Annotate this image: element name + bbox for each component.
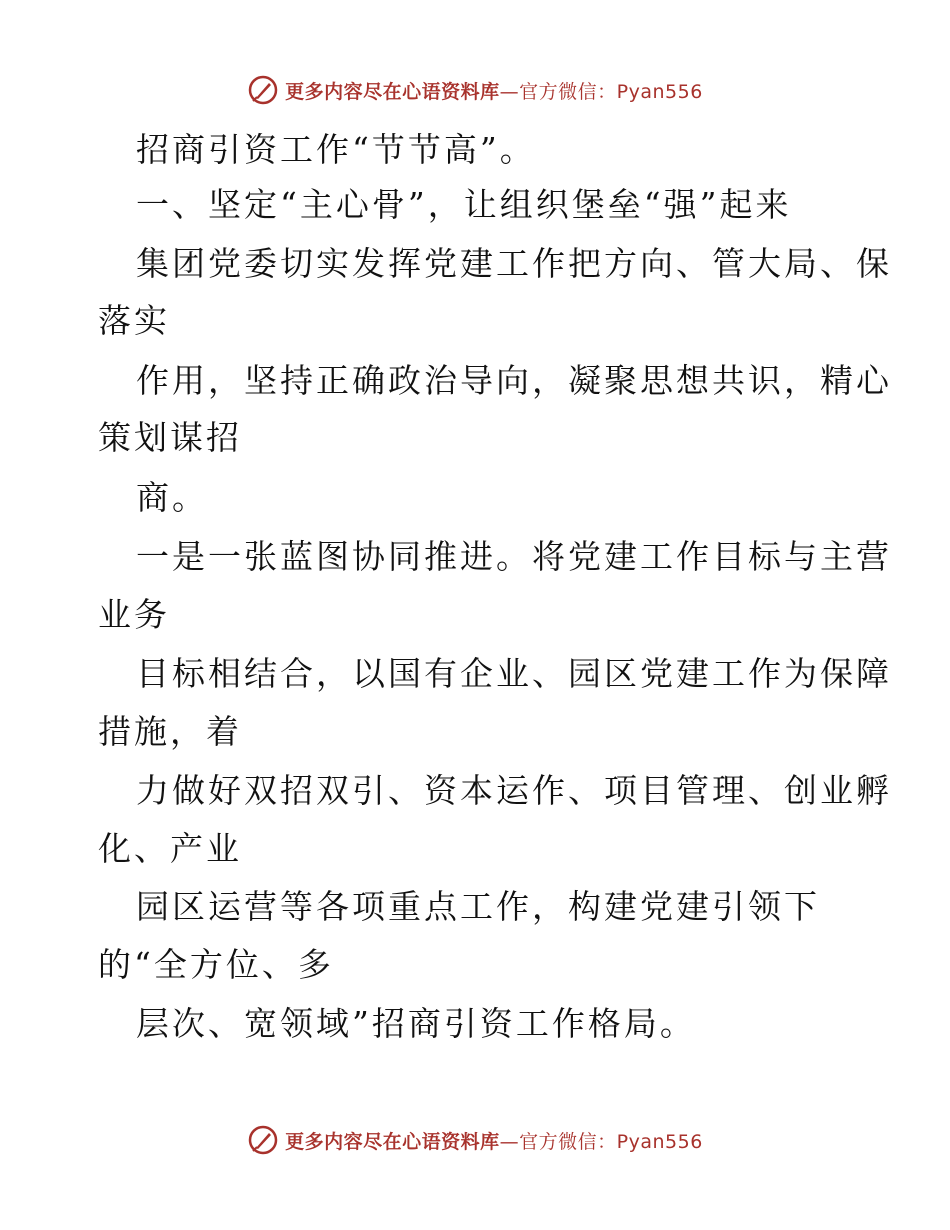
banner-dash: — — [499, 80, 520, 103]
feather-pen-icon — [247, 1124, 279, 1156]
paragraph-line: 的“全方位、多 — [98, 945, 334, 984]
paragraph-line: 一是一张蓝图协同推进。将党建工作目标与主营 — [136, 537, 892, 576]
paragraph-line: 化、产业 — [98, 829, 242, 868]
paragraph-line: 招商引资工作“节节高”。 — [136, 130, 536, 169]
section-heading: 一、坚定“主心骨”，让组织堡垒“强”起来 — [136, 185, 792, 224]
paragraph-line: 商。 — [136, 478, 208, 517]
paragraph-line: 作用，坚持正确政治导向，凝聚思想共识，精心 — [136, 361, 892, 400]
paragraph-line: 策划谋招 — [98, 418, 242, 457]
paragraph-line: 目标相结合，以国有企业、园区党建工作为保障 — [136, 654, 892, 693]
banner-wechat: 官方微信：Pyan556 — [519, 80, 703, 103]
banner-lead: 更多内容尽在心语资料库 — [285, 1130, 500, 1153]
paragraph-line: 落实 — [98, 301, 170, 340]
banner-wechat: 官方微信：Pyan556 — [519, 1130, 703, 1153]
banner-text — [285, 1127, 703, 1154]
paragraph-line: 层次、宽领域”招商引资工作格局。 — [136, 1004, 696, 1043]
paragraph-line: 力做好双招双引、资本运作、项目管理、创业孵 — [136, 771, 892, 810]
paragraph-line: 业务 — [98, 595, 170, 634]
paragraph-line: 集团党委切实发挥党建工作把方向、管大局、保 — [136, 244, 892, 283]
paragraph-line: 园区运营等各项重点工作，构建党建引领下 — [136, 887, 820, 926]
banner-dash: — — [499, 1130, 520, 1153]
banner-lead: 更多内容尽在心语资料库 — [285, 80, 500, 103]
paragraph-line: 措施，着 — [98, 712, 242, 751]
footer-watermark-banner — [0, 1120, 950, 1160]
